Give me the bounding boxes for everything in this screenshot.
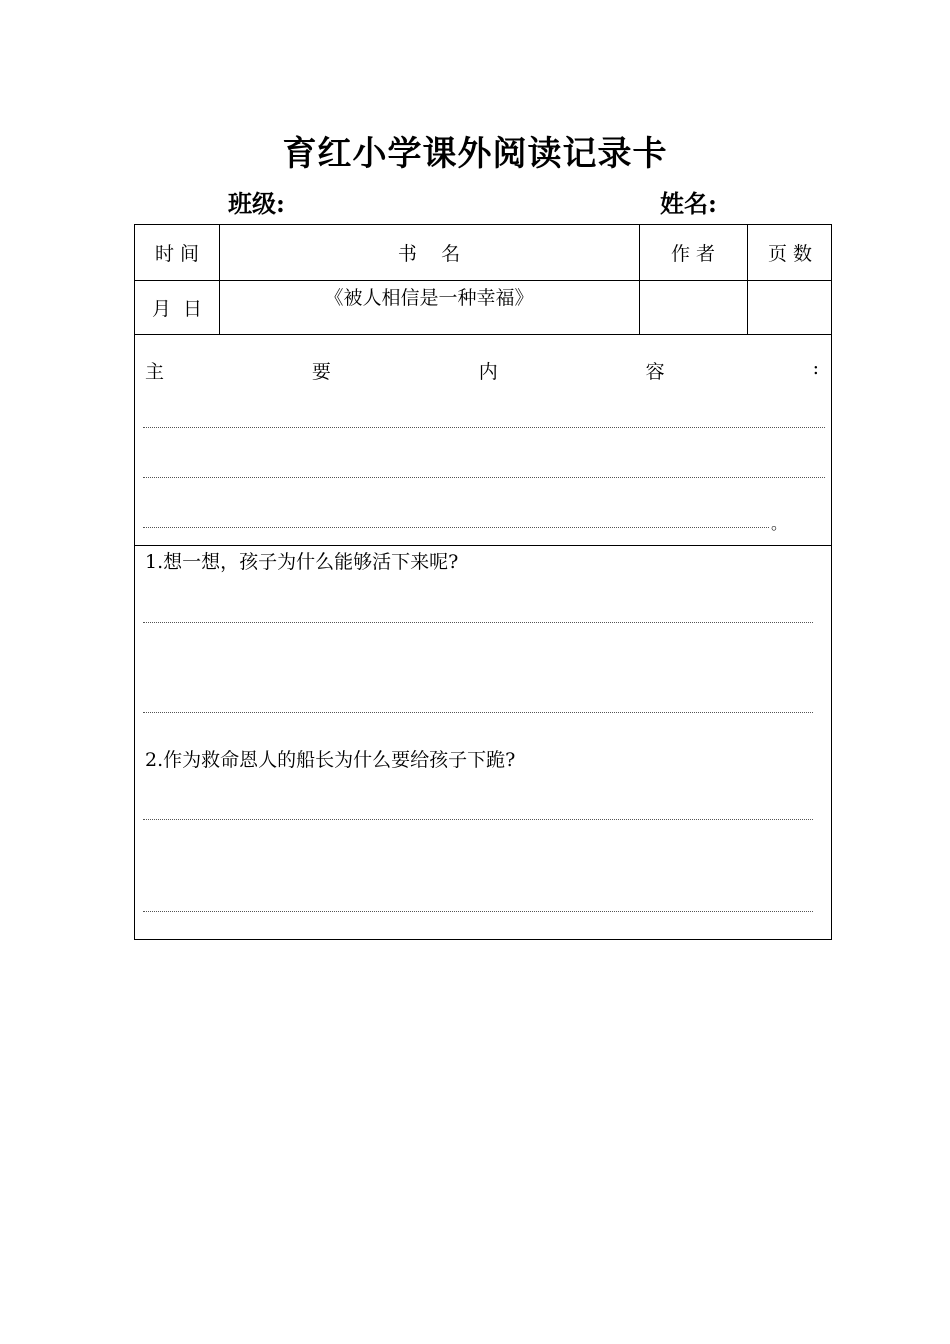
row-divider (135, 334, 831, 335)
section-divider (135, 545, 831, 546)
date-cell: 月 日 (151, 297, 203, 320)
summary-char: 内 (478, 361, 498, 383)
question-1: 1.想一想，孩子为什么能够活下来呢? (145, 551, 459, 573)
summary-label (145, 357, 819, 384)
header-pages: 页 数 (767, 243, 813, 265)
header-time: 时 间 (154, 243, 200, 265)
answer-line-2[interactable] (143, 819, 813, 820)
summary-char: 要 (311, 361, 331, 383)
summary-writing-line[interactable] (143, 477, 825, 478)
summary-end-mark: 。 (771, 514, 788, 533)
pages-cell[interactable] (747, 280, 833, 334)
answer-line-1[interactable] (143, 712, 813, 713)
page-title: 育红小学课外阅读记录卡 (282, 134, 668, 174)
question-2: 2.作为救命恩人的船长为什么要给孩子下跪? (145, 749, 516, 771)
book-title-cell: 《被人相信是一种幸福》 (324, 287, 534, 309)
header-author: 作 者 (670, 243, 716, 265)
record-card (134, 224, 832, 940)
author-cell[interactable] (639, 280, 747, 334)
summary-char: 主 (145, 361, 165, 383)
class-label: 班级: (228, 189, 285, 218)
answer-line-1[interactable] (143, 622, 813, 623)
summary-char: 容 (645, 361, 665, 383)
summary-writing-line[interactable] (143, 527, 769, 528)
answer-line-2[interactable] (143, 911, 813, 912)
header-book: 书 名 (397, 243, 461, 265)
summary-writing-line[interactable] (143, 427, 825, 428)
summary-char: : (812, 357, 819, 379)
name-label: 姓名: (660, 189, 717, 218)
